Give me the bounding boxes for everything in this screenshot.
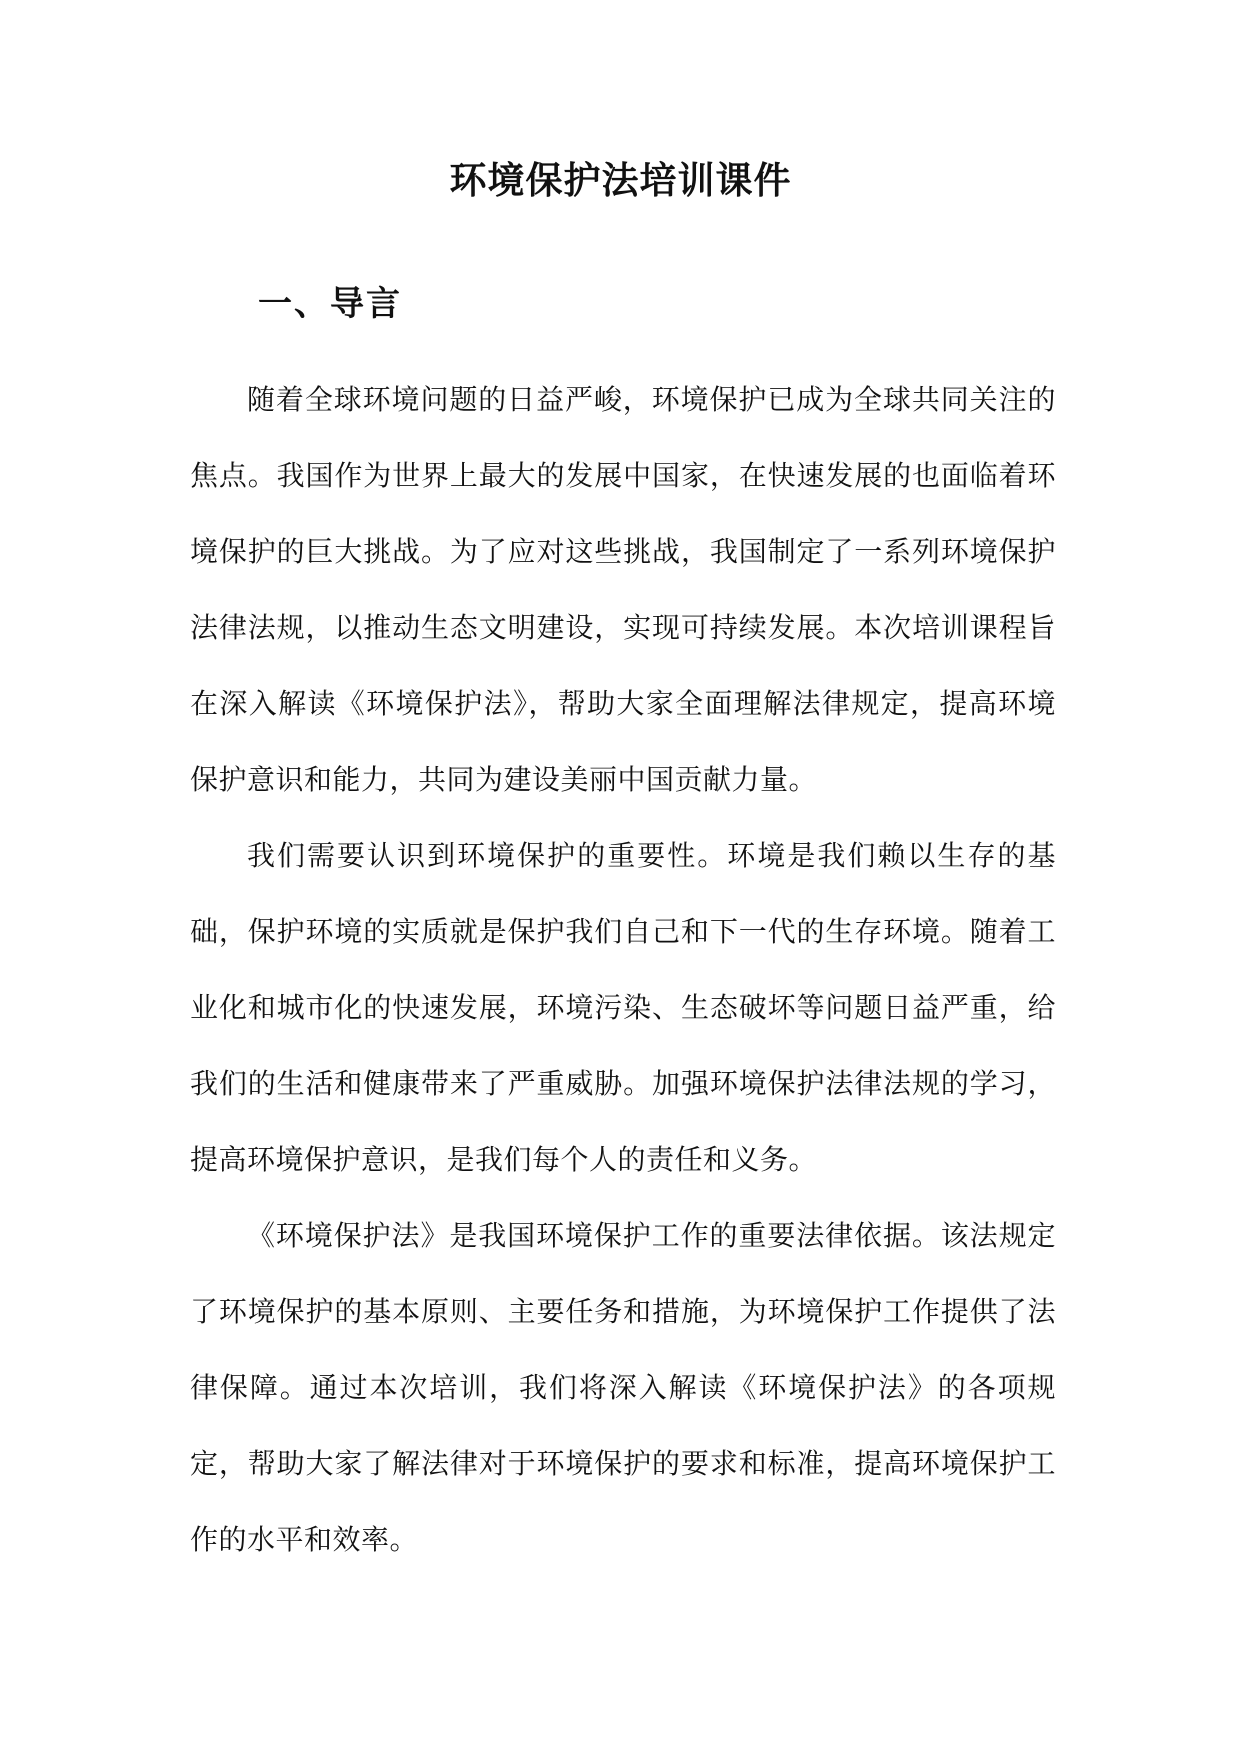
paragraph: 我们需要认识到环境保护的重要性。环境是我们赖以生存的基础，保护环境的实质就是保护我们自己和下一代的生存环境。随着工业化和城市化的快速发展，环境污染、生态破坏等问题日益严重，给我们的生活和健康带来了严重威胁。加强环境保护法律法规的学习，提高环境保护意识，是我们每个人的责任和义务。 xyxy=(190,839,1056,1176)
section-heading: 一、导言 xyxy=(258,284,402,324)
paragraph: 随着全球环境问题的日益严峻，环境保护已成为全球共同关注的焦点。我国作为世界上最大的发展中国家，在快速发展的也面临着环境保护的巨大挑战。为了应对这些挑战，我国制定了一系列环境保护法律法规，以推动生态文明建设，实现可持续发展。本次培训课程旨在深入解读《环境保护法》，帮助大家全面理解法律规定，提高环境保护意识和能力，共同为建设美丽中国贡献力量。 xyxy=(190,383,1056,796)
section-body xyxy=(190,362,1056,1578)
document-title: 环境保护法培训课件 xyxy=(449,158,792,202)
paragraph: 《环境保护法》是我国环境保护工作的重要法律依据。该法规定了环境保护的基本原则、主要任务和措施，为环境保护工作提供了法律保障。通过本次培训，我们将深入解读《环境保护法》的各项规定，帮助大家了解法律对于环境保护的要求和标准，提高环境保护工作的水平和效率。 xyxy=(190,1219,1056,1556)
